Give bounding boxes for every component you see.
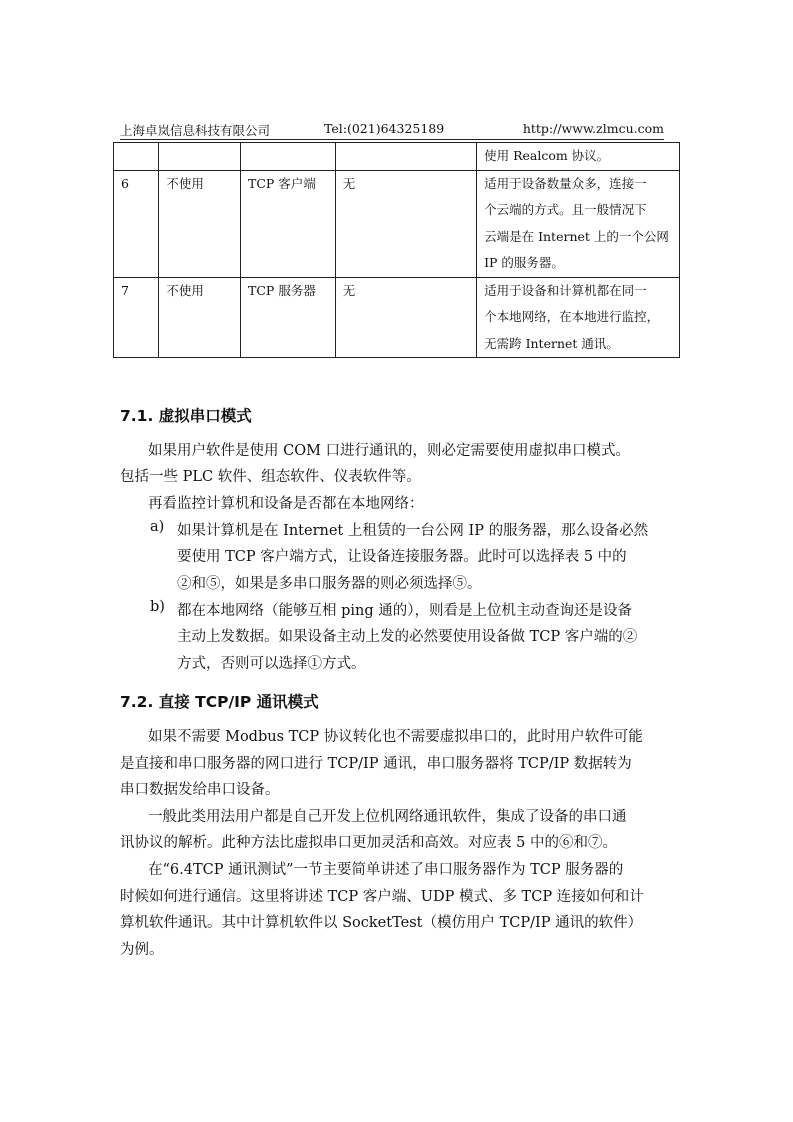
page-header [120, 121, 664, 140]
table-cell: TCP 服务器 [241, 277, 336, 358]
list-label-b: b) [150, 599, 165, 615]
header-url: http://www.zlmcu.com [522, 121, 664, 136]
table-cell: 无 [335, 277, 476, 358]
desc-line: 云端是在 Internet 上的一个公网 [484, 228, 669, 244]
table-cell: TCP 客户端 [241, 170, 336, 277]
paragraph-line: 一般此类用法用户都是自己开发上位机网络通讯软件，集成了设备的串口通 [148, 809, 627, 825]
list-item-line: 如果计算机是在 Internet 上租赁的一台公网 IP 的服务器，那么设备必然 [177, 523, 649, 539]
paragraph-line: 算机软件通讯。其中计算机软件以 SocketTest（模仿用户 TCP/IP 通讯的软件） [120, 915, 643, 931]
table-cell-desc [477, 277, 680, 358]
table-cell [241, 143, 336, 171]
header-company: 上海卓岚信息科技有限公司 [120, 123, 271, 138]
table-row [114, 277, 680, 358]
desc-line: 个云端的方式。且一般情况下 [484, 202, 647, 217]
table-cell [159, 143, 241, 171]
section-7-2-heading: 7.2. 直接 TCP/IP 通讯模式 [120, 693, 319, 711]
desc-line: 使用 Realcom 协议。 [484, 148, 610, 163]
table-cell [335, 143, 476, 171]
paragraph-line: 如果不需要 Modbus TCP 协议转化也不需要虚拟串口的，此时用户软件可能 [148, 729, 643, 745]
section-7-1-heading: 7.1. 虚拟串口模式 [120, 407, 252, 425]
paragraph-line: 是直接和串口服务器的网口进行 TCP/IP 通讯，串口服务器将 TCP/IP 数据转为 [120, 756, 632, 772]
table-cell [114, 143, 159, 171]
paragraph-line: 如果用户软件是使用 COM 口进行通讯的，则必定需要使用虚拟串口模式。 [148, 443, 631, 459]
list-label-a: a) [150, 519, 165, 535]
table-cell: 7 [114, 277, 159, 358]
list-item-line: 都在本地网络（能够互相 ping 通的），则看是上位机主动查询还是设备 [177, 603, 633, 619]
table-cell-desc [477, 170, 680, 277]
paragraph-line: 时候如何进行通信。这里将讲述 TCP 客户端、UDP 模式、多 TCP 连接如何和计 [120, 889, 644, 905]
table-cell: 6 [114, 170, 159, 277]
table-cell: 不使用 [159, 277, 241, 358]
desc-line: 适用于设备数量众多，连接一 [484, 175, 647, 191]
paragraph-line: 包括一些 PLC 软件、组态软件、仪表软件等。 [120, 469, 421, 485]
list-item-line: 方式，否则可以选择①方式。 [177, 656, 366, 672]
list-item-line: 要使用 TCP 客户端方式，让设备连接服务器。此时可以选择表 5 中的 [177, 549, 627, 565]
desc-line: IP 的服务器。 [484, 255, 564, 270]
table-cell: 无 [335, 170, 476, 277]
table-cell: 不使用 [159, 170, 241, 277]
paragraph-line: 为例。 [120, 942, 164, 958]
table-row [114, 170, 680, 277]
desc-line: 适用于设备和计算机都在同一 [484, 282, 647, 298]
desc-line: 无需跨 Internet 通讯。 [484, 335, 619, 351]
paragraph-line: 在“6.4TCP 通讯测试”一节主要简单讲述了串口服务器作为 TCP 服务器的 [148, 862, 624, 878]
table-cell-desc [477, 143, 680, 171]
mode-table [113, 142, 680, 358]
list-item-line: 主动上发数据。如果设备主动上发的必然要使用设备做 TCP 客户端的② [177, 629, 638, 645]
list-item-line: ②和⑤，如果是多串口服务器的则必须选择⑤。 [177, 576, 482, 592]
header-tel: Tel:(021)64325189 [324, 121, 445, 136]
table-row [114, 143, 680, 171]
paragraph-line: 再看监控计算机和设备是否都在本地网络： [148, 496, 424, 512]
paragraph-line: 串口数据发给串口设备。 [120, 782, 280, 798]
paragraph-line: 讯协议的解析。此种方法比虚拟串口更加灵活和高效。对应表 5 中的⑥和⑦。 [120, 835, 617, 851]
desc-line: 个本地网络，在本地进行监控， [484, 309, 660, 324]
